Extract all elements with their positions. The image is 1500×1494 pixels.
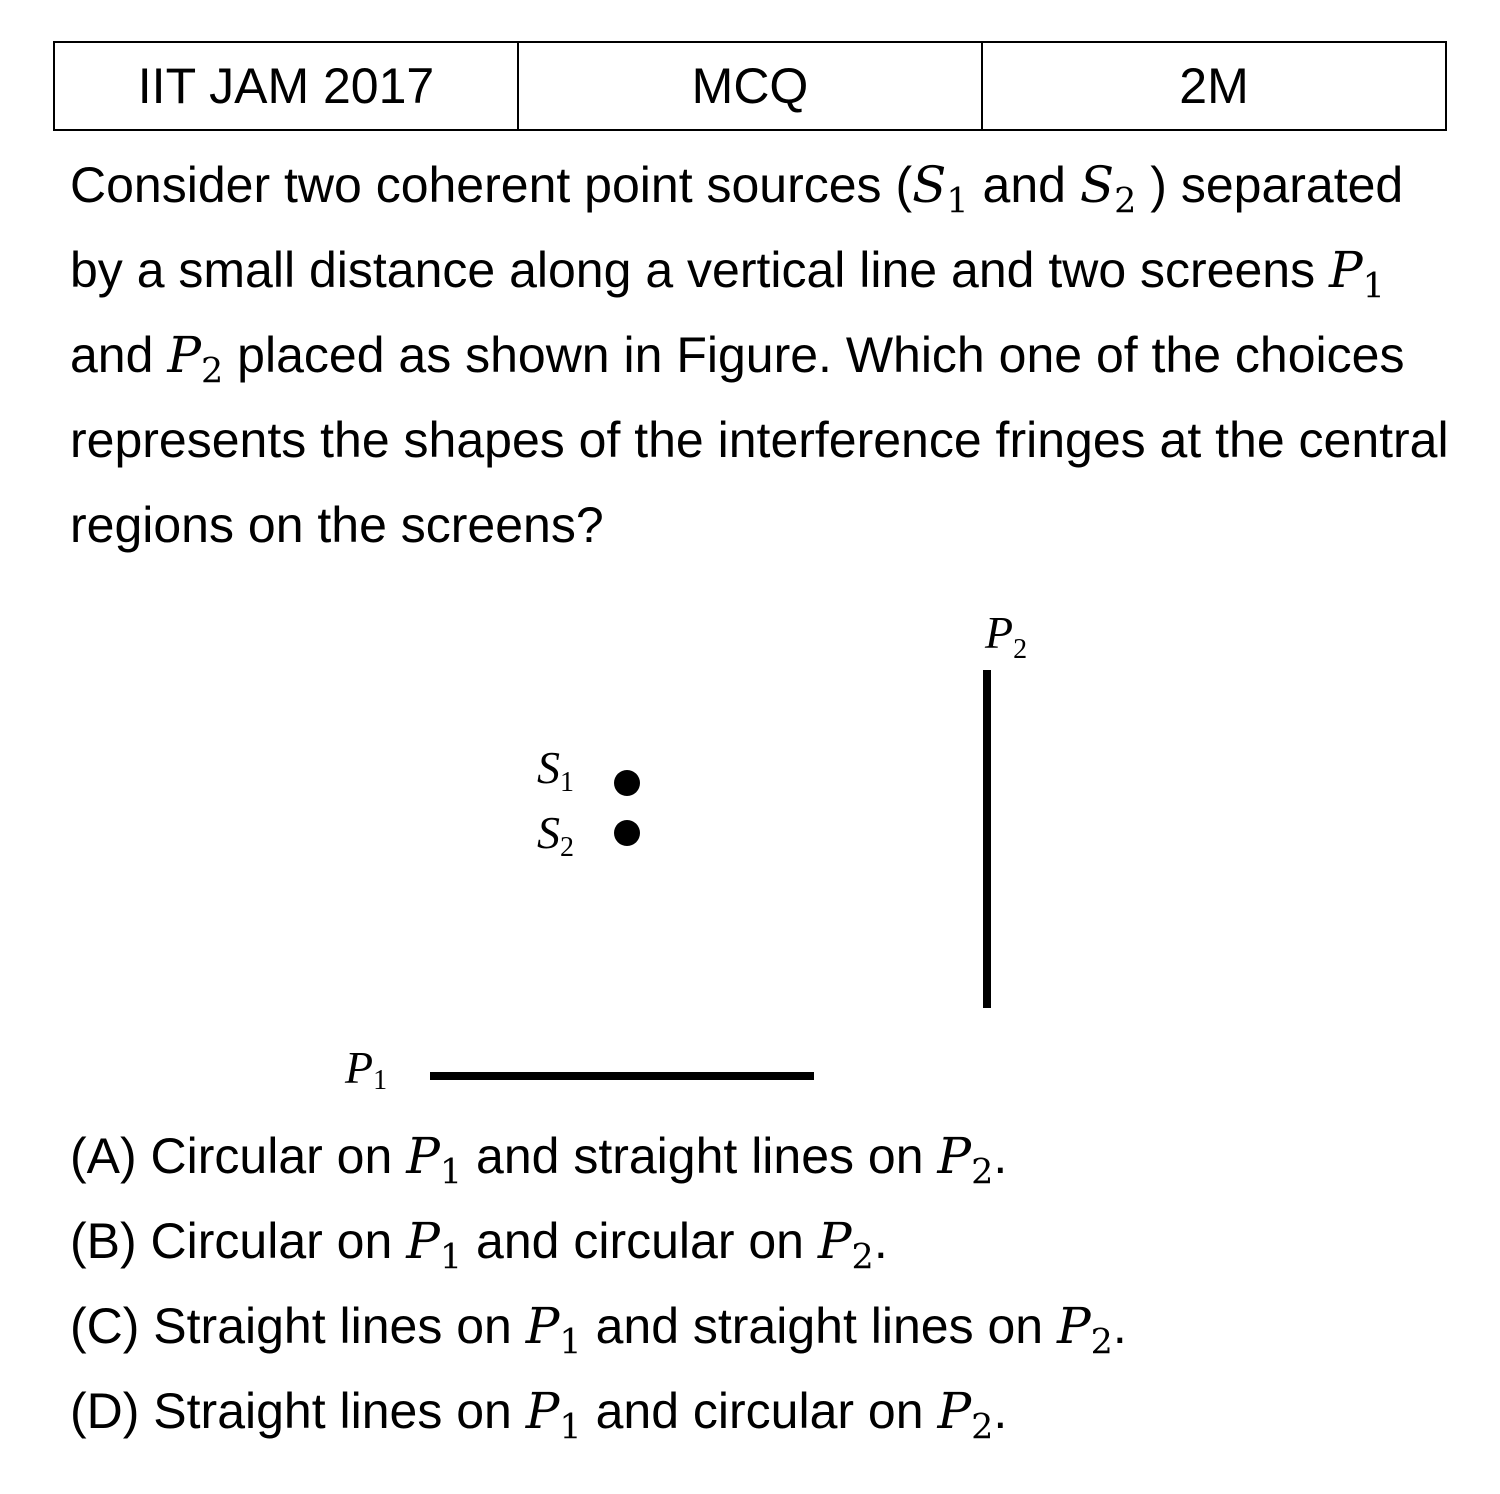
- source-s1: [614, 770, 640, 796]
- math-p1: $P_1$: [1328, 241, 1385, 307]
- label-p2: $P_2$: [985, 607, 1028, 665]
- option-c[interactable]: (C) Straight lines on $P_1$ and straight lines on $P_2$.: [70, 1297, 1127, 1363]
- question-part3: placed as shown in Figure. Which one of the choices represents the shapes of the interference fringes at the central regions on the screens?: [70, 327, 1449, 553]
- question-and2: and: [70, 327, 168, 383]
- label-p1: P1: [345, 1042, 388, 1096]
- question-text: [70, 143, 1450, 568]
- label-s1: S1: [537, 742, 574, 798]
- question-and1: and: [968, 157, 1080, 213]
- math-s2: $S_2$: [1079, 156, 1137, 222]
- option-a[interactable]: (A) Circular on $P_1$ and straight lines on $P_2$.: [70, 1127, 1008, 1193]
- label-s2: S2: [537, 807, 574, 863]
- math-p2: $P_2$: [167, 326, 224, 392]
- options-list: [70, 1114, 1470, 1454]
- math-s1: $S_1$: [912, 156, 969, 222]
- question-type-cell: MCQ: [518, 42, 982, 130]
- question-part1: Consider two coherent point sources (: [70, 157, 913, 213]
- question-part2: ) separated by a small distance along a vertical line and two screens: [70, 157, 1404, 298]
- source-s2: [614, 820, 640, 846]
- header-row: [54, 42, 1446, 130]
- option-d[interactable]: (D) Straight lines on $P_1$ and circular on $P_2$.: [70, 1382, 1008, 1448]
- header-table: [53, 41, 1447, 131]
- option-b[interactable]: (B) Circular on $P_1$ and circular on $P_2$.: [70, 1212, 888, 1278]
- marks-cell: 2M: [982, 42, 1446, 130]
- exam-cell: IIT JAM 2017: [54, 42, 518, 130]
